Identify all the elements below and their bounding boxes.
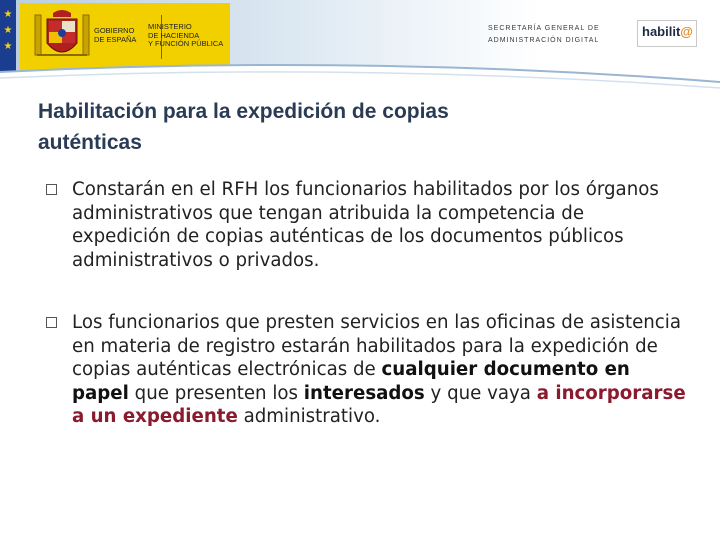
eu-star-icon: ★ xyxy=(3,9,13,20)
bullet-item xyxy=(46,178,686,272)
bullet-text-part: administrativo. xyxy=(237,406,381,427)
secretaria-line: ADMINISTRACIÓN DIGITAL xyxy=(488,37,600,44)
coat-of-arms-icon xyxy=(33,9,91,65)
ministry-label-line: Y FUNCIÓN PÚBLICA xyxy=(148,39,224,48)
ministry-label xyxy=(148,23,223,49)
bullet-text-part: Los funcionarios que presten servicios en las oficinas de asistencia en materia de registro estarán habilitados para la expedición de copias auténticas electrónicas de xyxy=(72,312,682,380)
habilita-logo-text xyxy=(642,24,693,39)
secretaria-line: SECRETARÍA GENERAL DE xyxy=(488,25,600,32)
habilita-logo-word: habilit xyxy=(642,24,681,39)
bullet-text-part: y que vaya xyxy=(424,382,537,404)
checkbox-bullet-icon xyxy=(46,184,57,195)
bullet-text: Constarán en el RFH los funcionarios habilitados por los órganos administrativos que tengan atribuida la competencia de expedición de copias auténticas de los documentos públicos administrativos o privados. xyxy=(72,179,659,271)
ministry-label-line: DE HACIENDA xyxy=(148,30,200,40)
bullet-text xyxy=(72,311,686,429)
habilita-logo-icon xyxy=(637,20,697,47)
secretaria-label xyxy=(488,23,628,47)
habilita-logo-at: @ xyxy=(680,24,693,39)
gov-label xyxy=(94,27,136,44)
government-logo xyxy=(20,3,230,70)
checkbox-bullet-icon xyxy=(46,317,57,328)
emphasis-text-red: a incorporarse a un expediente xyxy=(72,382,686,427)
eu-star-icon: ★ xyxy=(3,25,13,36)
slide-title xyxy=(38,96,638,158)
bullet-item xyxy=(46,311,686,429)
slide-title-line: auténticas xyxy=(38,131,142,154)
emphasis-text: cualquier documento en papel xyxy=(72,359,630,404)
emphasis-text: interesados xyxy=(303,382,425,404)
slide-title-line: Habilitación para la expedición de copias xyxy=(38,100,449,123)
bullet-text-part: que presenten los xyxy=(128,382,304,404)
gov-label-line: GOBIERNO xyxy=(94,26,135,35)
ministry-label-line: MINISTERIO xyxy=(148,22,192,31)
gov-label-line: DE ESPAÑA xyxy=(94,34,137,44)
eu-star-icon: ★ xyxy=(3,41,13,52)
